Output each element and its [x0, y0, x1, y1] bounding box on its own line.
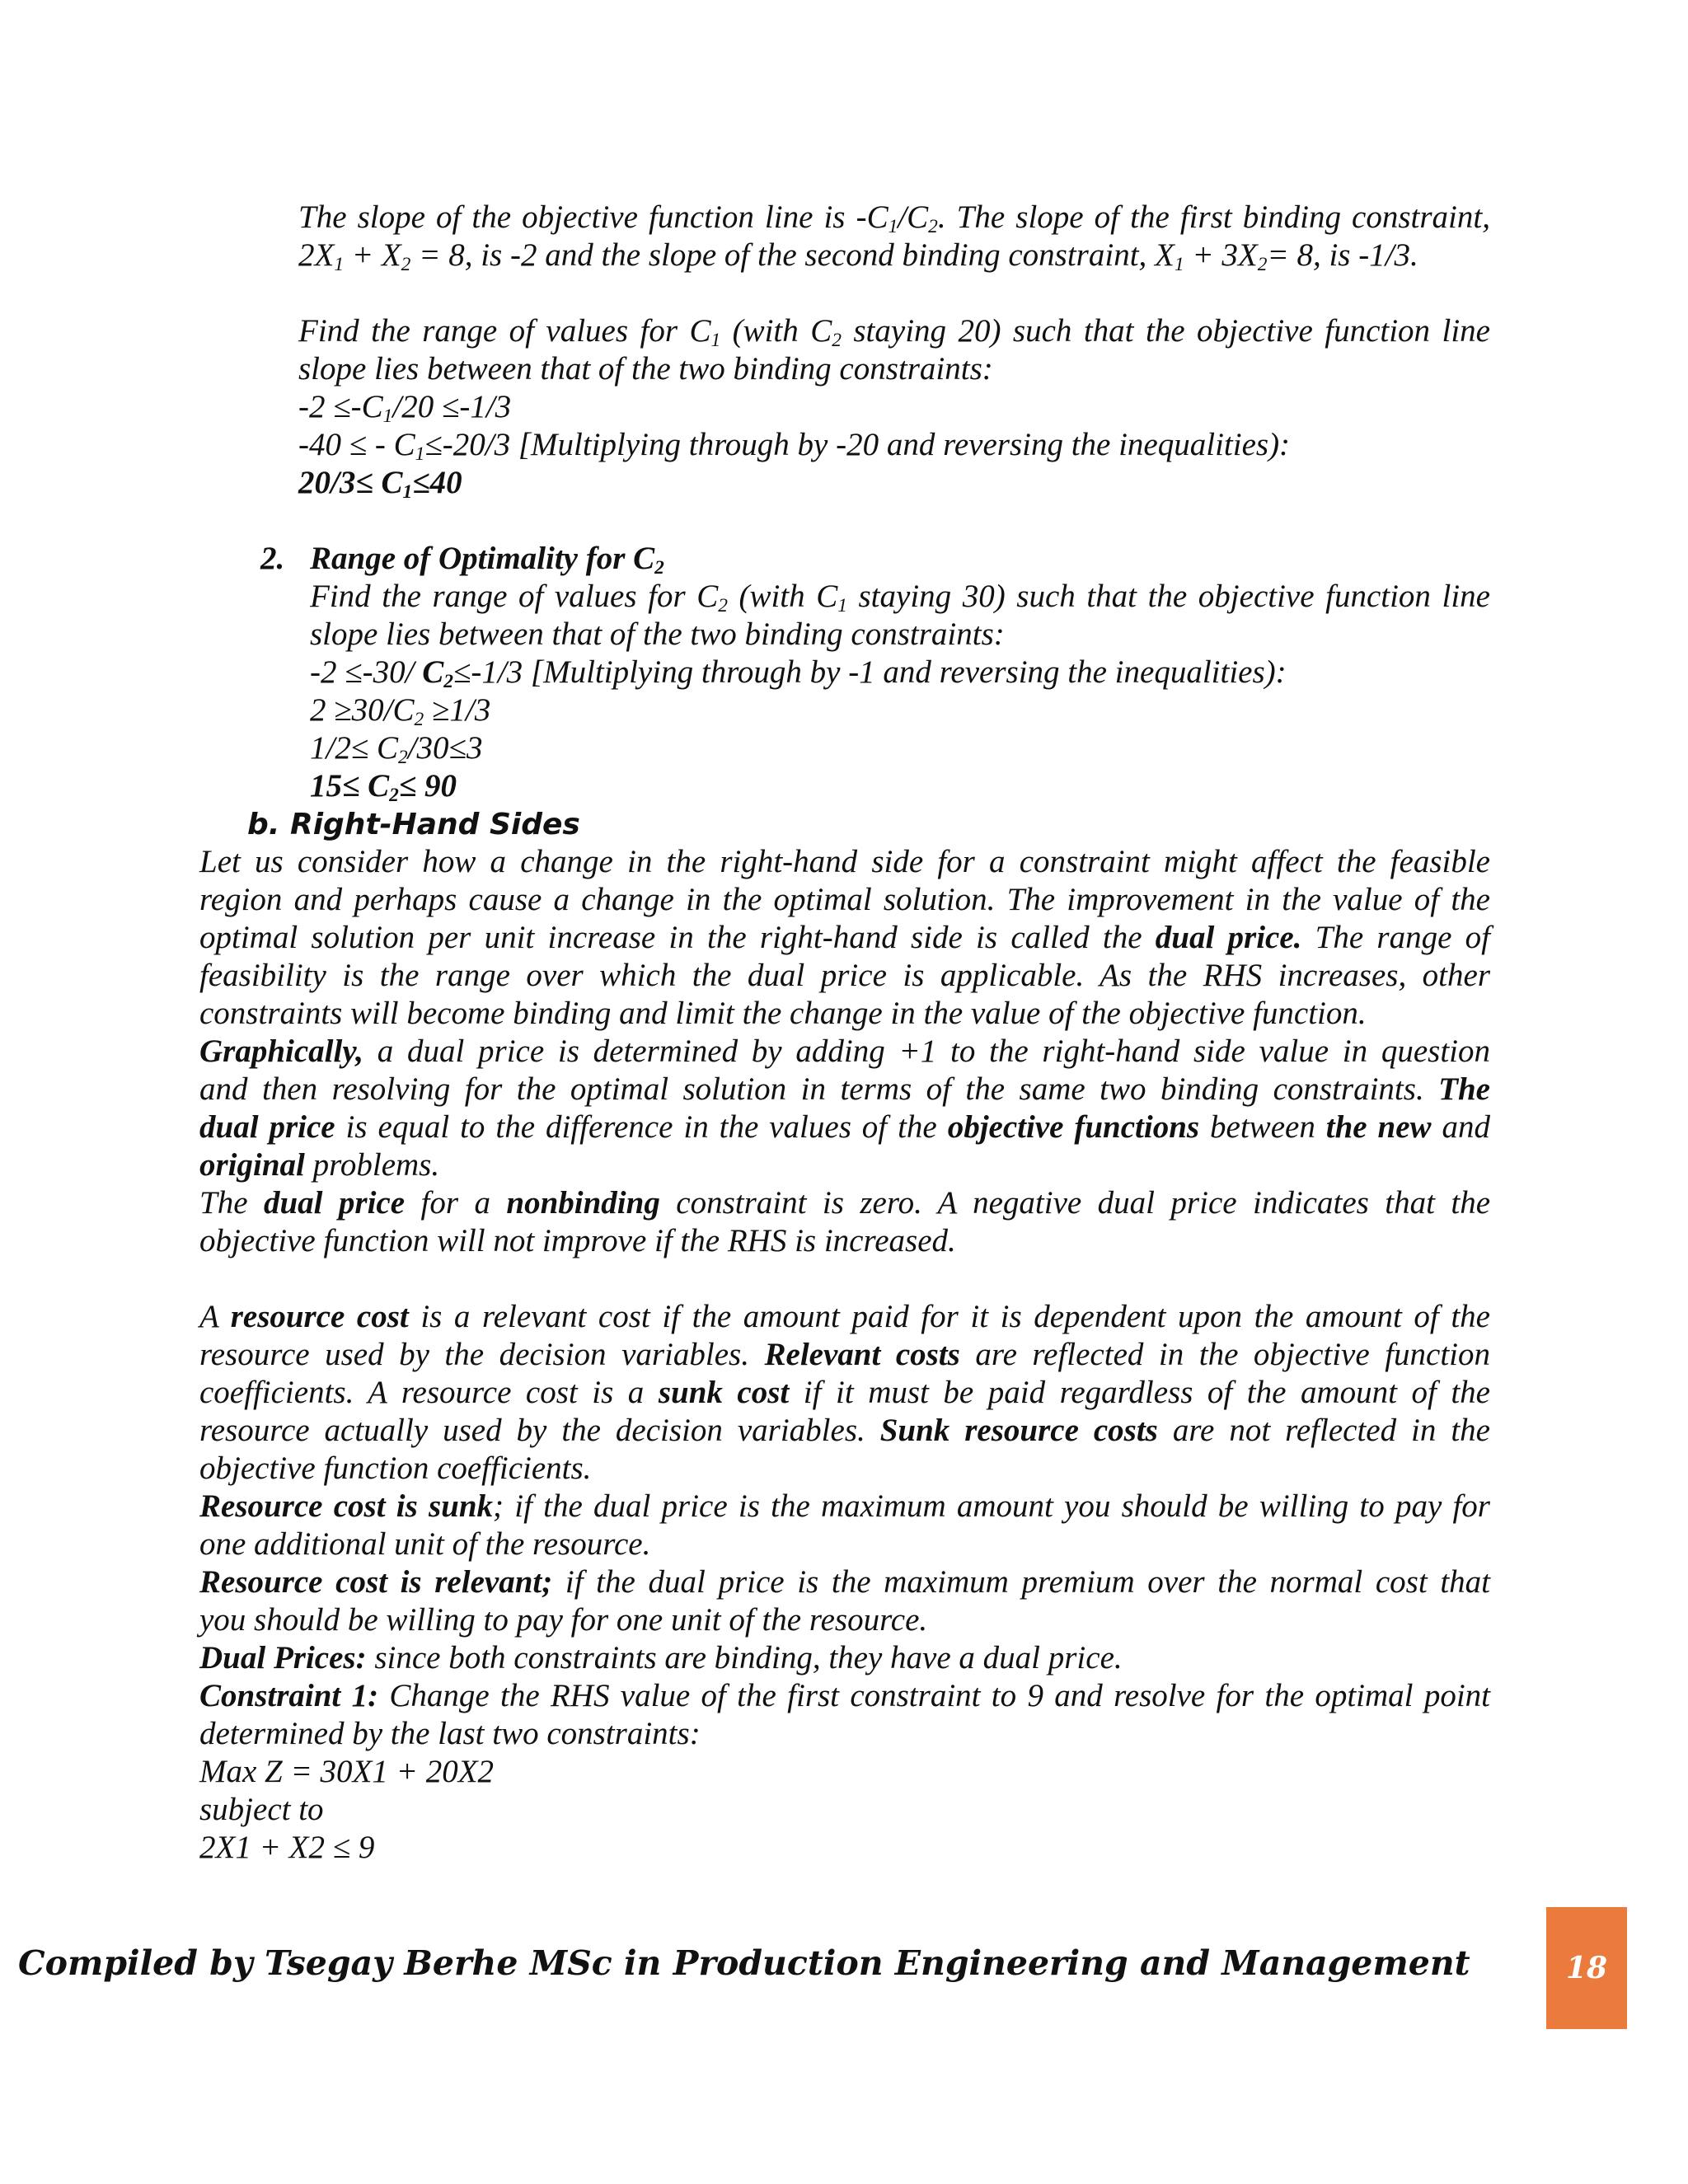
text-line: resource actually used by the decision variables. Sunk resource costs are not reflected in the [199, 1413, 1490, 1448]
text-line: $2 \ge 30/C_2 \ge 1/3$ [310, 692, 491, 730]
section-heading-c2: Range of Optimality for $C_2$ [310, 541, 664, 579]
section-heading-rhs: b. Right-Hand Sides [247, 808, 580, 841]
text-line: objective function coefficients. [199, 1451, 592, 1486]
text-line: Dual Prices: since both constraints are binding, they have a dual price. [199, 1640, 1123, 1675]
text-line: slope lies between that of the two binding constraints: [310, 616, 1005, 652]
list-number: 2. [260, 541, 285, 576]
result-c2: $15\le C_2\le 90$ [310, 768, 457, 806]
text-line: Resource cost is sunk; if the dual price is the maximum amount you should be willing to pay for [199, 1488, 1490, 1524]
text-line: Find the range of values for $C_1$ (with $C_2$ staying 20) such that the objective function line [298, 313, 1490, 351]
text-line: $1/2\le C_2/30\le 3$ [310, 730, 483, 768]
text-line: slope lies between that of the two binding constraints: [298, 351, 993, 387]
equation-line: subject to [199, 1792, 324, 1827]
text-line: region and perhaps cause a change in the optimal solution. The improvement in the value of the [199, 882, 1490, 917]
text-line: Graphically, a dual price is determined by adding +1 to the right-hand side value in question [199, 1033, 1490, 1069]
text-line: determined by the last two constraints: [199, 1716, 701, 1751]
page-footer: Compiled by Tsegay Berhe MSc in Production Engineering and Management [18, 1943, 1470, 1983]
text-line: you should be willing to pay for one unit of the resource. [199, 1602, 928, 1638]
equation-line: 2X1 + X2 ≤ 9 [199, 1830, 375, 1865]
text-line: coefficients. A resource cost is a sunk cost if it must be paid regardless of the amount of the [199, 1375, 1490, 1410]
page-number: 18 [1546, 1907, 1627, 2029]
text-line: dual price is equal to the difference in the values of the objective functions between the new and [199, 1109, 1491, 1145]
equation-line: Max Z = 30X1 + 20X2 [199, 1754, 495, 1789]
text-line: Find the range of values for $C_2$ (with $C_1$ staying 30) such that the objective function line [310, 579, 1490, 616]
text-line: A resource cost is a relevant cost if the amount paid for it is dependent upon the amount of the [199, 1299, 1490, 1334]
text-line: feasibility is the range over which the dual price is applicable. As the RHS increases, other [199, 958, 1490, 993]
text-line: resource used by the decision variables. Relevant costs are reflected in the objective function [199, 1337, 1491, 1372]
text-line: Let us consider how a change in the right-hand side for a constraint might affect the feasible [199, 844, 1490, 879]
text-line: Resource cost is relevant; if the dual price is the maximum premium over the normal cost that [199, 1564, 1490, 1600]
text-line: original problems. [199, 1147, 440, 1183]
text-line: -40 ≤ - $C_1\le-20/3$ [Multiplying through by -20 and reversing the inequalities): [298, 427, 1291, 465]
text-line: Constraint 1: Change the RHS value of the first constraint to 9 and resolve for the optimal point [199, 1678, 1490, 1713]
text-line: optimal solution per unit increase in the right-hand side is called the dual price. The range of [199, 920, 1490, 955]
text-line: one additional unit of the resource. [199, 1526, 651, 1562]
text-line: The slope of the objective function line is $-C_1/C_2$. The slope of the first binding constraint, [298, 199, 1490, 237]
result-c1: $20/3\le C_1\le 40$ [298, 465, 462, 503]
text-line: and then resolving for the optimal solution in terms of the same two binding constraints. The [199, 1071, 1490, 1107]
text-line: $-2 \le-C_1/20 \le-1/3$ [298, 389, 512, 427]
text-line: The dual price for a nonbinding constraint is zero. A negative dual price indicates that the [199, 1185, 1491, 1221]
text-line: $2X_1 + X_2 = 8$, is -2 and the slope of the second binding constraint, $X_1 + 3X_2= 8$, is -1/3. [298, 237, 1418, 275]
text-line: objective function will not improve if the RHS is increased. [199, 1223, 956, 1258]
text-line: constraints will become binding and limit the change in the value of the objective function. [199, 996, 1367, 1031]
text-line: -2 ≤-30/ $C_2\le-1/3$ [Multiplying through by -1 and reversing the inequalities): [310, 654, 1287, 692]
